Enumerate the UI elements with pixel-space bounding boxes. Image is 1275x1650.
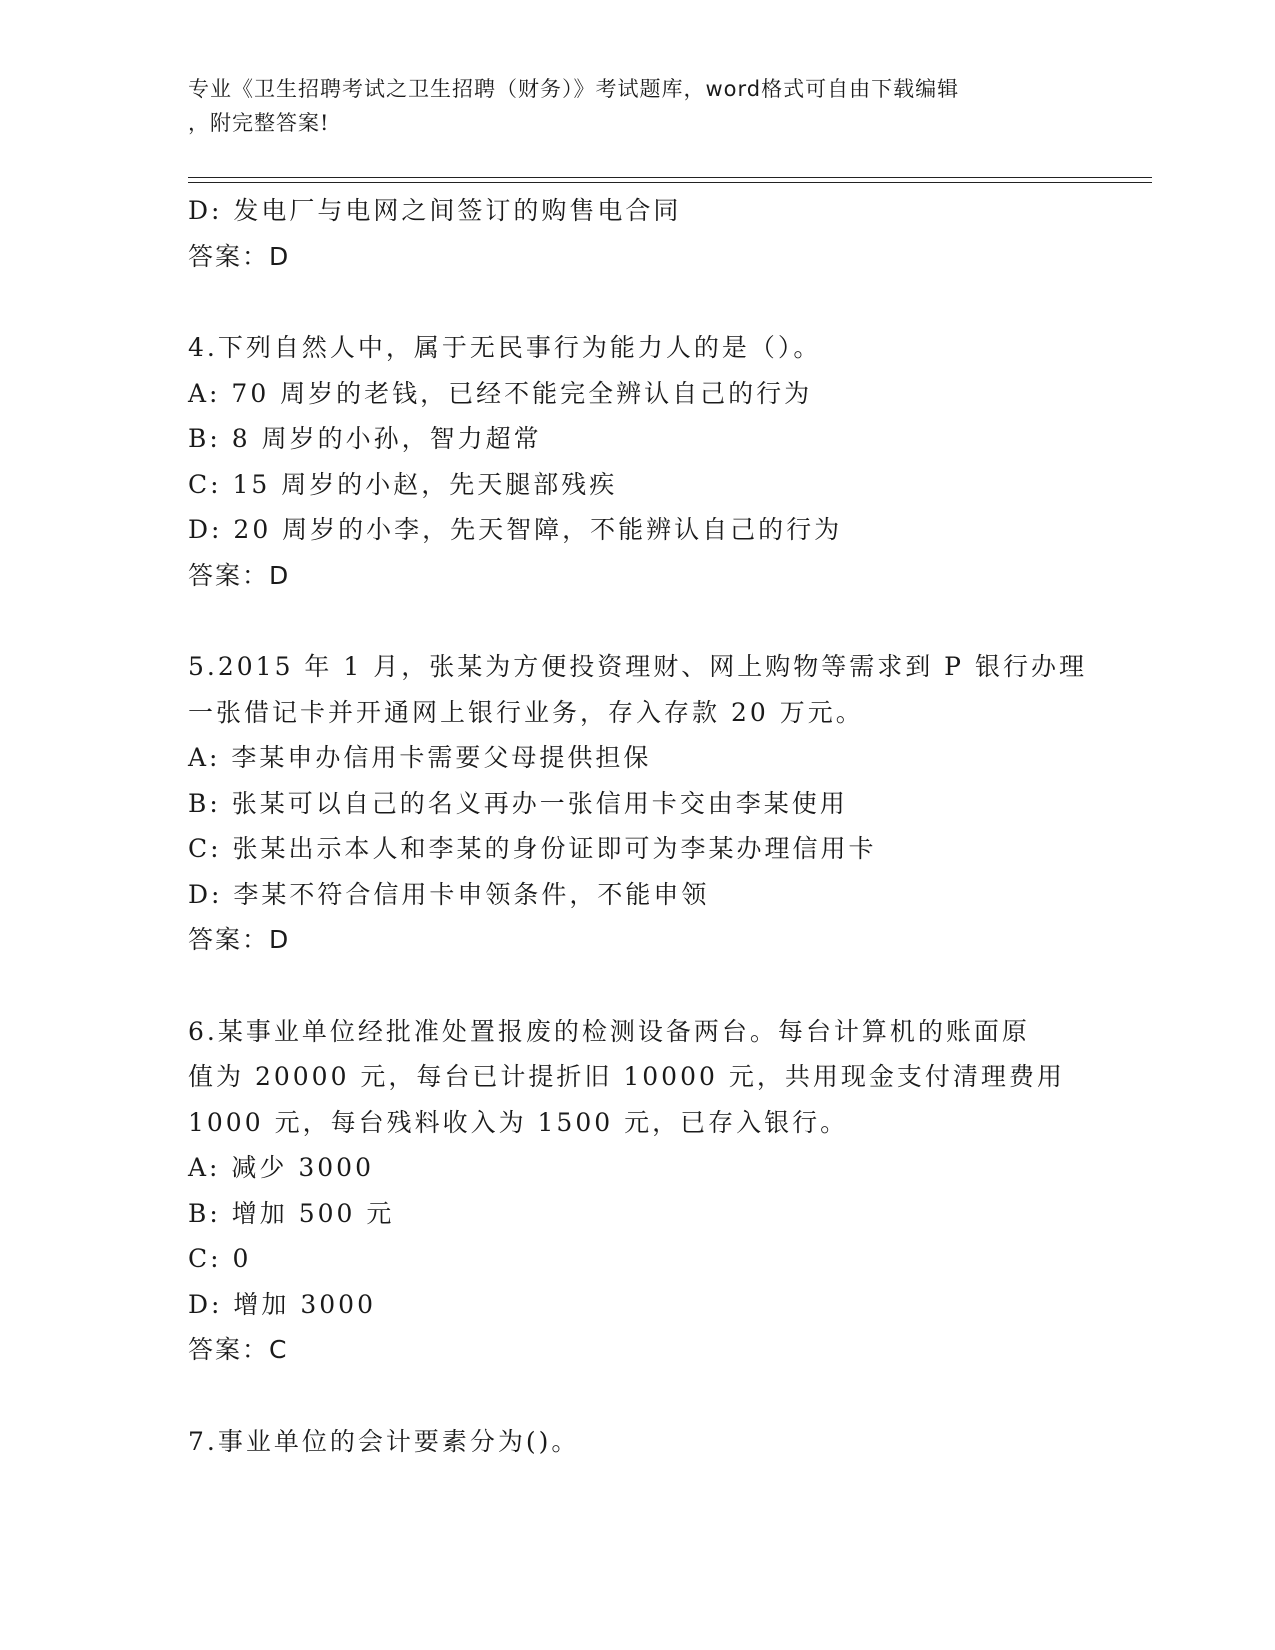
- question-text: 4.下列自然人中，属于无民事行为能力人的是（）。: [188, 333, 822, 362]
- document-header: [188, 72, 1068, 140]
- question-3: [188, 188, 1088, 279]
- header-title-prefix: 专业《卫生招聘考试之卫生招聘（财务）》考试题库，: [188, 77, 706, 101]
- question-text: 7.事业单位的会计要素分为()。: [188, 1426, 580, 1456]
- question-6: [188, 1009, 1088, 1373]
- question-7: [188, 1419, 1088, 1465]
- option-b: B: 张某可以自己的名义再办一张信用卡交由李某使用: [188, 788, 848, 818]
- header-line-1: [188, 72, 1068, 106]
- option-b: B: 增加 500 元: [188, 1198, 395, 1228]
- question-4: [188, 325, 1088, 598]
- option-d: D: 20 周岁的小李，先天智障，不能辨认自己的行为: [188, 515, 843, 544]
- question-text: 5.2015 年 1 月，张某为方便投资理财、网上购物等需求到 P 银行办理: [188, 652, 1087, 681]
- option-d: D: 李某不符合信用卡申领条件，不能申领: [188, 879, 710, 909]
- answer-label: 答案：D: [188, 925, 291, 954]
- option-a: A: 减少 3000: [188, 1153, 374, 1182]
- header-rule-top: [188, 177, 1152, 178]
- header-word-label: word: [705, 77, 762, 101]
- spacer: [188, 598, 1088, 644]
- answer-label: 答案：D: [188, 241, 291, 271]
- option-c: C: 0: [188, 1244, 252, 1273]
- answer-label: 答案：C: [188, 1335, 289, 1364]
- spacer: [188, 1373, 1088, 1419]
- question-5: [188, 644, 1088, 963]
- question-text: 一张借记卡并开通网上银行业务，存入存款 20 万元。: [188, 697, 864, 727]
- spacer: [188, 963, 1088, 1009]
- option-a: A: 李某申办信用卡需要父母提供担保: [188, 743, 652, 772]
- option-c: C: 张某出示本人和李某的身份证即可为李某办理信用卡: [188, 834, 877, 863]
- option-d: D: 增加 3000: [188, 1289, 376, 1319]
- option-d: D: 发电厂与电网之间签订的购售电合同: [188, 196, 682, 225]
- header-rule-bottom: [188, 182, 1152, 183]
- spacer: [188, 279, 1088, 325]
- header-title-suffix: 格式可自由下载编辑: [761, 77, 960, 101]
- option-b: B: 8 周岁的小孙，智力超常: [188, 424, 542, 453]
- header-line-2: ，附完整答案!: [188, 111, 330, 135]
- question-text: 1000 元，每台残料收入为 1500 元，已存入银行。: [188, 1107, 849, 1137]
- question-text: 6.某事业单位经批准处置报废的检测设备两台。每台计算机的账面原: [188, 1016, 1030, 1046]
- answer-label: 答案：D: [188, 560, 291, 590]
- option-a: A: 70 周岁的老钱，已经不能完全辨认自己的行为: [188, 378, 813, 408]
- option-c: C: 15 周岁的小赵，先天腿部残疾: [188, 469, 618, 499]
- question-list: [188, 188, 1088, 1464]
- question-text: 值为 20000 元，每台已计提折旧 10000 元，共用现金支付清理费用: [188, 1062, 1065, 1091]
